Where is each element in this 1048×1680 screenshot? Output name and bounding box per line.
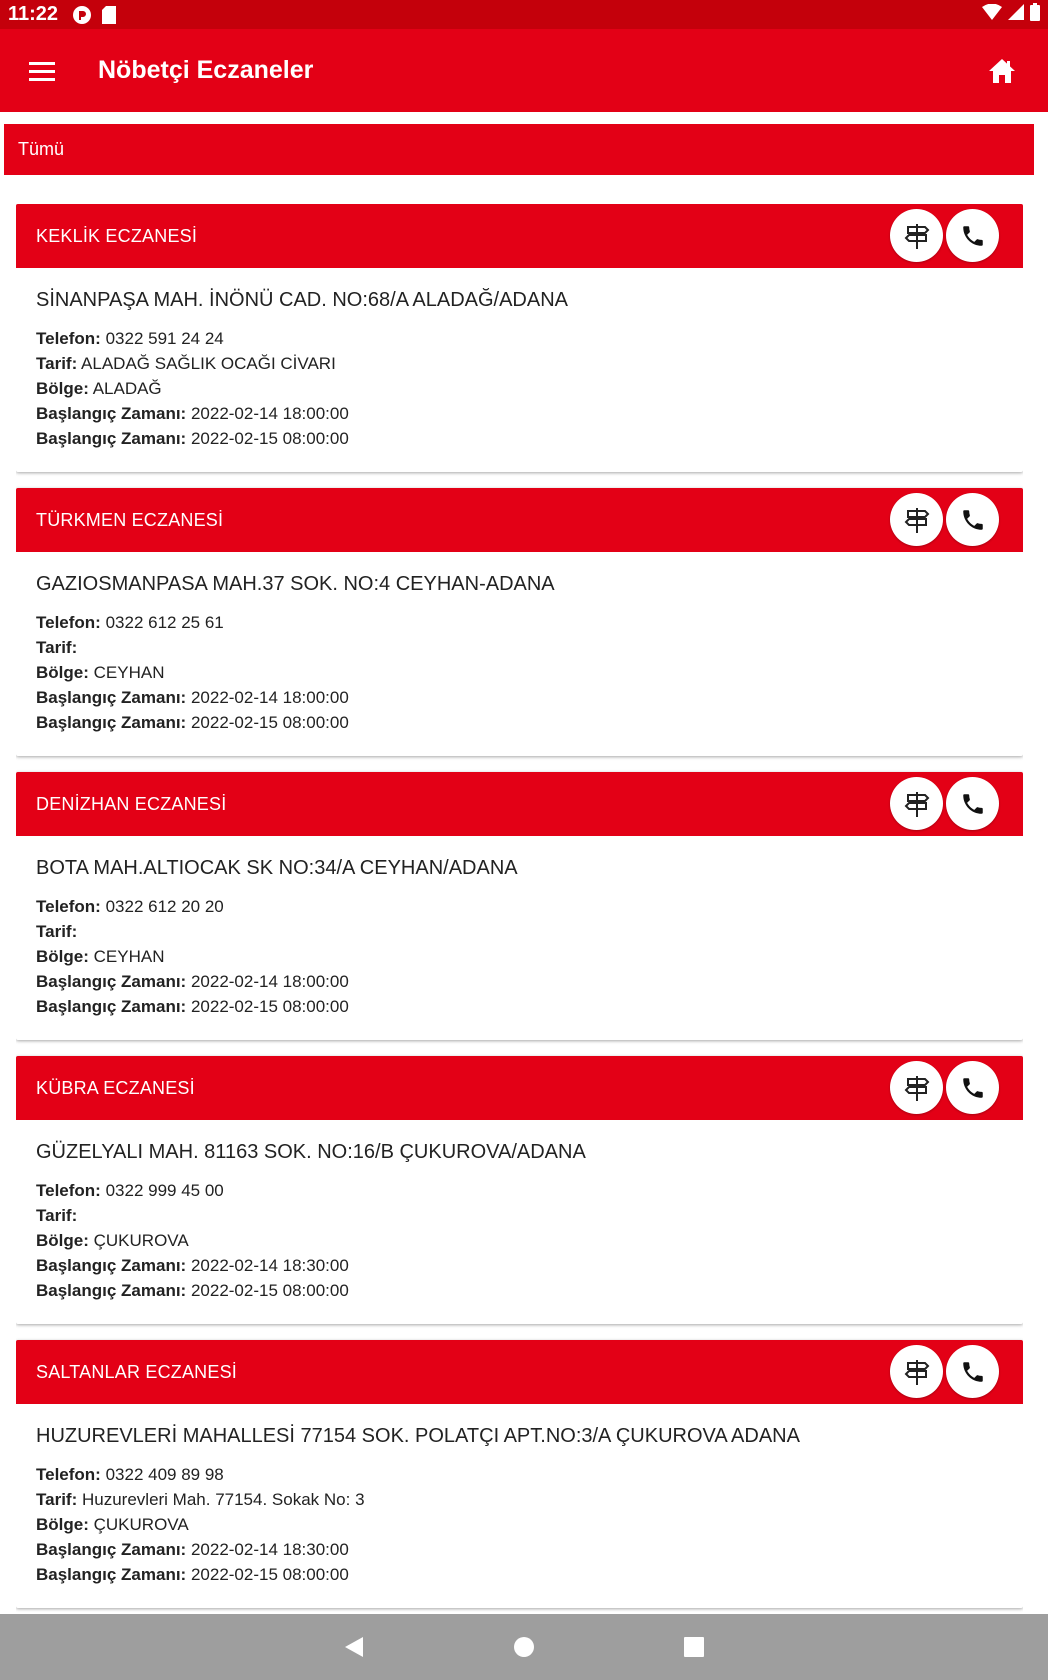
pharmacy-list[interactable] xyxy=(16,204,1023,1614)
recents-icon xyxy=(684,1637,704,1657)
phone-value: 0322 591 24 24 xyxy=(105,329,224,348)
pharmacy-name: DENİZHAN ECZANESİ xyxy=(36,793,227,814)
directions-button[interactable] xyxy=(890,209,943,262)
description-row xyxy=(36,1487,1003,1512)
menu-button[interactable] xyxy=(22,51,62,91)
end-time-row xyxy=(36,1278,1003,1303)
home-icon xyxy=(988,58,1016,84)
phone-icon xyxy=(960,223,986,249)
status-time: 11:22 xyxy=(8,3,59,25)
signal-icon xyxy=(1008,3,1024,26)
page-title: Nöbetçi Eczaneler xyxy=(98,56,314,84)
back-icon xyxy=(344,1636,364,1658)
description-label: Tarif: xyxy=(36,922,78,941)
signpost-icon xyxy=(903,1358,931,1386)
start-time-label: Başlangıç Zamanı: xyxy=(36,1540,187,1559)
start-time-value: 2022-02-14 18:00:00 xyxy=(190,972,349,991)
end-time-row xyxy=(36,994,1003,1019)
start-time-row xyxy=(36,401,1003,426)
phone-label: Telefon: xyxy=(36,1181,101,1200)
directions-button[interactable] xyxy=(890,777,943,830)
home-circle-icon xyxy=(513,1636,535,1658)
region-value: CEYHAN xyxy=(93,663,165,682)
end-time-label: Başlangıç Zamanı: xyxy=(36,1565,187,1584)
end-time-value: 2022-02-15 08:00:00 xyxy=(190,1565,349,1584)
call-button[interactable] xyxy=(946,1061,999,1114)
pharmacy-address: BOTA MAH.ALTIOCAK SK NO:34/A CEYHAN/ADANA xyxy=(36,857,518,879)
pharmacy-name: KEKLİK ECZANESİ xyxy=(36,225,198,246)
end-time-label: Başlangıç Zamanı: xyxy=(36,997,187,1016)
phone-row xyxy=(36,326,1003,351)
description-row xyxy=(36,635,1003,660)
end-time-value: 2022-02-15 08:00:00 xyxy=(190,1281,349,1300)
sync-icon xyxy=(72,5,92,25)
pharmacy-address: GÜZELYALI MAH. 81163 SOK. NO:16/B ÇUKUROVA/ADANA xyxy=(36,1141,586,1163)
call-button[interactable] xyxy=(946,777,999,830)
end-time-label: Başlangıç Zamanı: xyxy=(36,429,187,448)
region-label: Bölge: xyxy=(36,1515,89,1534)
end-time-label: Başlangıç Zamanı: xyxy=(36,1281,187,1300)
pharmacy-card xyxy=(16,1056,1023,1324)
call-button[interactable] xyxy=(946,209,999,262)
pharmacy-name: KÜBRA ECZANESİ xyxy=(36,1077,195,1098)
pharmacy-card xyxy=(16,772,1023,1040)
start-time-row xyxy=(36,969,1003,994)
start-time-label: Başlangıç Zamanı: xyxy=(36,972,187,991)
start-time-value: 2022-02-14 18:30:00 xyxy=(190,1256,349,1275)
battery-icon xyxy=(1030,3,1040,27)
description-row xyxy=(36,351,1003,376)
home-button[interactable] xyxy=(982,51,1022,91)
filter-label: Tümü xyxy=(18,139,65,159)
region-row xyxy=(36,1228,1003,1253)
description-row xyxy=(36,919,1003,944)
region-row xyxy=(36,376,1003,401)
phone-label: Telefon: xyxy=(36,897,101,916)
call-button[interactable] xyxy=(946,493,999,546)
pharmacy-card-header xyxy=(16,488,1023,552)
region-label: Bölge: xyxy=(36,1231,89,1250)
back-button[interactable] xyxy=(334,1627,374,1667)
description-label: Tarif: xyxy=(36,1490,78,1509)
region-row xyxy=(36,944,1003,969)
sd-card-icon xyxy=(102,6,116,24)
status-bar xyxy=(0,0,1048,29)
region-row xyxy=(36,1512,1003,1537)
phone-icon xyxy=(960,1075,986,1101)
description-row xyxy=(36,1203,1003,1228)
pharmacy-address: SİNANPAŞA MAH. İNÖNÜ CAD. NO:68/A ALADAĞ/ADANA xyxy=(36,289,569,311)
phone-row xyxy=(36,894,1003,919)
end-time-value: 2022-02-15 08:00:00 xyxy=(190,429,349,448)
pharmacy-name: TÜRKMEN ECZANESİ xyxy=(36,509,224,530)
start-time-label: Başlangıç Zamanı: xyxy=(36,1256,187,1275)
call-button[interactable] xyxy=(946,1345,999,1398)
recents-button[interactable] xyxy=(674,1627,714,1667)
directions-button[interactable] xyxy=(890,1345,943,1398)
phone-label: Telefon: xyxy=(36,329,101,348)
pharmacy-card xyxy=(16,488,1023,756)
start-time-row xyxy=(36,1253,1003,1278)
phone-label: Telefon: xyxy=(36,1465,101,1484)
phone-value: 0322 409 89 98 xyxy=(105,1465,224,1484)
pharmacy-card-header xyxy=(16,1056,1023,1120)
region-value: ALADAĞ xyxy=(92,379,162,398)
pharmacy-address: GAZIOSMANPASA MAH.37 SOK. NO:4 CEYHAN-ADANA xyxy=(36,573,555,595)
system-nav-bar xyxy=(0,1614,1048,1680)
signpost-icon xyxy=(903,790,931,818)
app-bar xyxy=(0,29,1048,112)
description-value: ALADAĞ SAĞLIK OCAĞI CİVARI xyxy=(81,354,336,373)
pharmacy-card-header xyxy=(16,772,1023,836)
start-time-value: 2022-02-14 18:00:00 xyxy=(190,688,349,707)
phone-icon xyxy=(960,507,986,533)
phone-value: 0322 612 25 61 xyxy=(105,613,224,632)
directions-button[interactable] xyxy=(890,1061,943,1114)
pharmacy-card xyxy=(16,1340,1023,1608)
region-label: Bölge: xyxy=(36,379,89,398)
start-time-label: Başlangıç Zamanı: xyxy=(36,404,187,423)
region-value: ÇUKUROVA xyxy=(93,1515,189,1534)
phone-label: Telefon: xyxy=(36,613,101,632)
end-time-row xyxy=(36,1562,1003,1587)
region-value: ÇUKUROVA xyxy=(93,1231,189,1250)
region-value: CEYHAN xyxy=(93,947,165,966)
description-label: Tarif: xyxy=(36,638,78,657)
phone-value: 0322 612 20 20 xyxy=(105,897,224,916)
signpost-icon xyxy=(903,1074,931,1102)
signpost-icon xyxy=(903,506,931,534)
pharmacy-card xyxy=(16,204,1023,472)
pharmacy-card-header xyxy=(16,204,1023,268)
end-time-value: 2022-02-15 08:00:00 xyxy=(190,997,349,1016)
phone-icon xyxy=(960,791,986,817)
end-time-row xyxy=(36,426,1003,451)
phone-row xyxy=(36,1178,1003,1203)
region-label: Bölge: xyxy=(36,947,89,966)
start-time-label: Başlangıç Zamanı: xyxy=(36,688,187,707)
menu-icon xyxy=(29,61,55,81)
end-time-row xyxy=(36,710,1003,735)
end-time-label: Başlangıç Zamanı: xyxy=(36,713,187,732)
phone-value: 0322 999 45 00 xyxy=(105,1181,224,1200)
start-time-value: 2022-02-14 18:00:00 xyxy=(190,404,349,423)
pharmacy-address: HUZUREVLERİ MAHALLESİ 77154 SOK. POLATÇI APT.NO:3/A ÇUKUROVA ADANA xyxy=(36,1425,800,1447)
phone-row xyxy=(36,1462,1003,1487)
description-label: Tarif: xyxy=(36,1206,78,1225)
region-row xyxy=(36,660,1003,685)
pharmacy-name: SALTANLAR ECZANESİ xyxy=(36,1361,237,1382)
signpost-icon xyxy=(903,222,931,250)
description-value: Huzurevleri Mah. 77154. Sokak No: 3 xyxy=(81,1490,365,1509)
region-label: Bölge: xyxy=(36,663,89,682)
end-time-value: 2022-02-15 08:00:00 xyxy=(190,713,349,732)
description-label: Tarif: xyxy=(36,354,78,373)
home-nav-button[interactable] xyxy=(504,1627,544,1667)
start-time-value: 2022-02-14 18:30:00 xyxy=(190,1540,349,1559)
start-time-row xyxy=(36,685,1003,710)
phone-icon xyxy=(960,1359,986,1385)
wifi-icon xyxy=(982,3,1002,26)
region-filter-dropdown[interactable] xyxy=(4,124,1034,175)
directions-button[interactable] xyxy=(890,493,943,546)
pharmacy-card-header xyxy=(16,1340,1023,1404)
start-time-row xyxy=(36,1537,1003,1562)
phone-row xyxy=(36,610,1003,635)
